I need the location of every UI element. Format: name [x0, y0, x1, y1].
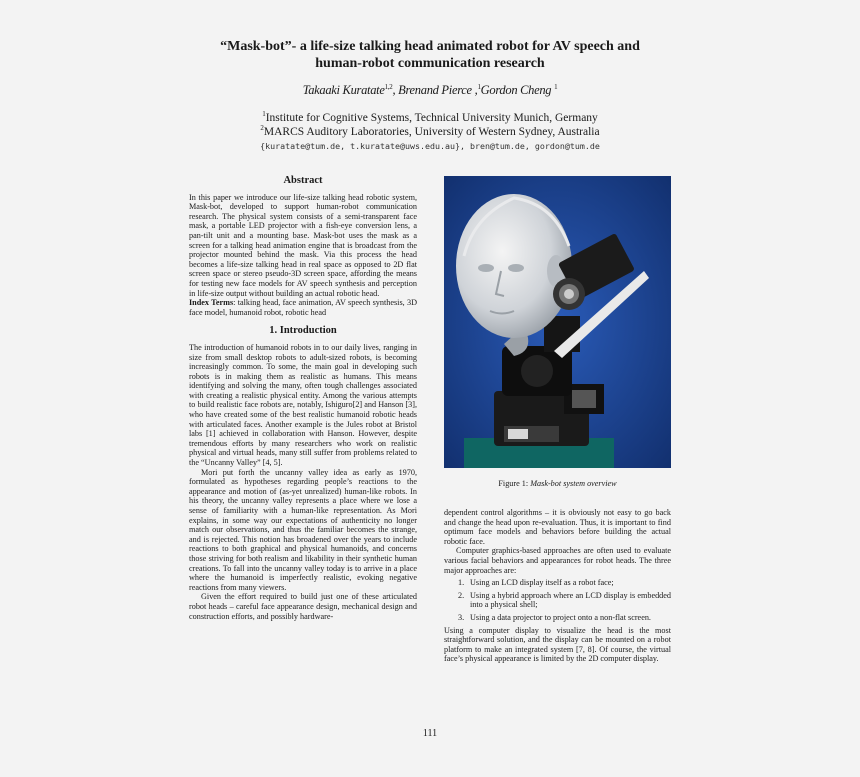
approach-item-2-num: 2. [458, 590, 465, 600]
approach-item-1-num: 1. [458, 578, 465, 588]
abstract-text: In this paper we introduce our life-size talking head robotic system, Mask-bot, developed to support human-robot communication research. The physical system consists of a semi-transparent face mask, a portable LED projector with a fish-eye conversion lens, a pan-tilt unit and a mounting base. Mask-bot uses the mask as a screen for a talking head animation engine that is broadcast from the projector mounted behind the mask. Via this process the head becomes a life-size talking head in real space as opposed to 2D flat screen space or stereo pseudo-3D screen space, affording the means for testing new face models for AV speech synthesis and perception in life-size output without building an actual robotic head. [189, 192, 417, 298]
page-number: 111 [422, 728, 438, 739]
intro-paragraph-1: The introduction of humanoid robots in to our daily lives, ranging in size from small desktop robots to adult-sized robots, is becoming increasingly common. To some, the main goal in developing such robots is in making them as realistic as humans. This means identifying and solving the many, often tough challenges associated with creating a realistic physical entity. Among the various attempts to build realistic face robots are, notably, Ishiguro[2] and Hanson [3], who have created some of the best realistic humanoid robotic heads with articulated faces. Another example is the Jules robot at Bristol labs [1] achieved in collaboration with Hanson. However, despite tremendous efforts by many researchers who work on realistic physical and virtual heads, many still suffer from problems related to the “Uncanny Valley” [4, 5]. [189, 342, 417, 468]
affiliation-2-mark: 2 [260, 124, 264, 132]
approach-item-2 [458, 591, 671, 610]
approach-list [444, 578, 671, 622]
author-sep: , [471, 83, 478, 98]
left-column [189, 176, 417, 621]
intro-paragraph-2: Mori put forth the uncanny valley idea as early as 1970, formulated as hypotheses regarding people’s reactions to the appearance and motion of (as-yet unrealized) human-like robots. In his theory, the uncanny valley represents a place where we lose a sense of familiarity with a human-like representation. As Mori explains, in some way our expectations of authenticity no longer match our observations, and thus the familiar becomes the strange, and is rejected. This notion has broadened over the years to include reactions to both graphical and physical humanoids, and concerns those striving for both realism and likability in their synthetic human creations. To fall into the uncanny valley today is to arrive in a place where the humanoid is imperfectly realistic, evoking negative reactions from many viewers. [189, 467, 417, 592]
affiliation-1-mark: 1 [262, 110, 266, 118]
abstract-heading: Abstract [283, 175, 323, 186]
affiliation-2 [130, 124, 730, 138]
figure-1-caption [444, 479, 671, 488]
right-column [444, 508, 671, 664]
mask-bot-illustration [444, 176, 671, 468]
figure-1-label: Figure 1: [498, 479, 531, 488]
approach-item-3 [458, 613, 671, 623]
intro-paragraph-3: Given the effort required to build just one of these articulated robot heads – careful face appearance design, mechanical design and construction efforts, and possibly hardware- [189, 592, 417, 621]
approach-item-1-text: Using an LCD display itself as a robot face; [470, 578, 614, 588]
author-3: Gordon Cheng [480, 83, 552, 98]
author-2: Brenand Pierce [398, 83, 472, 98]
title-line-2: human-robot communication research [315, 56, 545, 71]
author-sep: , [392, 83, 399, 98]
author-3-affil-trailing: 1 [554, 83, 558, 91]
index-terms [189, 298, 417, 317]
title-line-1: “Mask-bot”- a life-size talking head animated robot for AV speech and [220, 39, 640, 54]
approach-item-1 [458, 578, 671, 588]
index-terms-text: : talking head, face animation, AV speech synthesis, 3D face model, humanoid robot, robotic head [189, 298, 417, 317]
author-1-affil: 1,2 [384, 83, 393, 91]
affiliation-2-text: MARCS Auditory Laboratories, University of Western Sydney, Australia [263, 125, 600, 138]
author-list [130, 83, 730, 98]
paper-title [130, 38, 730, 72]
introduction-heading: 1. Introduction [269, 325, 337, 337]
approach-item-2-text: Using a hybrid approach where an LCD display is embedded into a physical shell; [470, 590, 671, 610]
figure-1-caption-text: Mask-bot system overview [530, 479, 617, 488]
approach-item-3-text: Using a data projector to project onto a non-flat screen. [470, 612, 651, 622]
right-paragraph-3: Using a computer display to visualize the head is the most straightforward solution, and the display can be mounted on a robot platform to make an integrated system [7, 8]. Of course, the virtual face’s physical appearance is limited by the 2D computer display. [444, 625, 671, 664]
mask-bot-photo [444, 176, 671, 468]
author-emails: {kuratate@tum.de, t.kuratate@uws.edu.au}, bren@tum.de, gordon@tum.de [260, 141, 600, 151]
affiliation-1 [130, 110, 730, 124]
right-paragraph-2: Computer graphics-based approaches are often used to evaluate various facial behaviors and appearances for robot heads. The three major approaches are: [444, 546, 671, 575]
approach-item-3-num: 3. [458, 612, 465, 622]
right-paragraph-1: dependent control algorithms – it is obviously not easy to go back and change the head upon re-evaluation. Thus, it is important to find optimum face models and behaviors before building the actual robotic face. [444, 508, 671, 546]
index-terms-label: Index Terms [189, 298, 234, 308]
affiliation-1-text: Institute for Cognitive Systems, Technical University Munich, Germany [265, 111, 598, 124]
author-1: Takaaki Kuratate [302, 83, 385, 98]
author-3-affil: 1 [477, 83, 481, 91]
